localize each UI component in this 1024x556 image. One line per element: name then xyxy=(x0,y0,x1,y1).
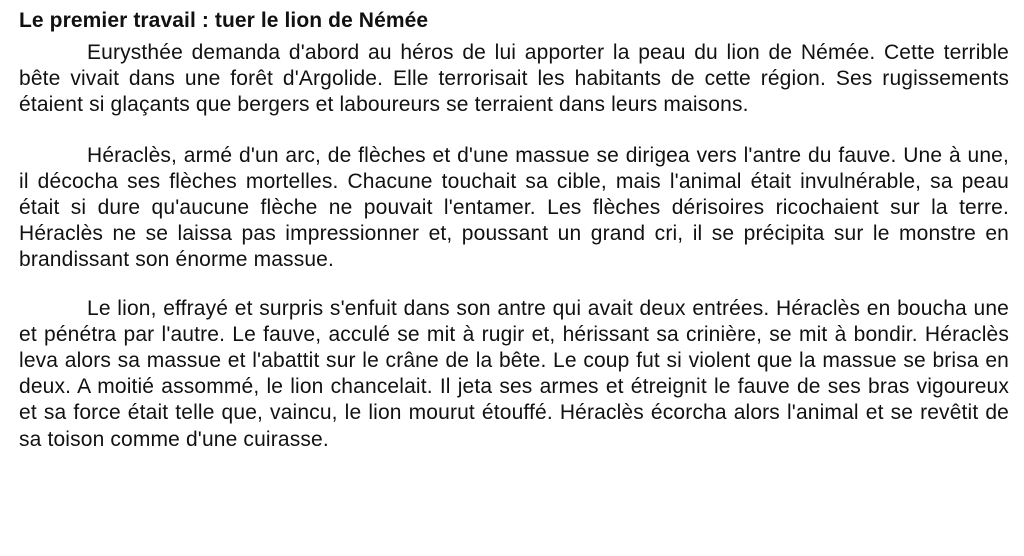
paragraph-1: Eurysthée demanda d'abord au héros de lui apporter la peau du lion de Némée. Cette terrible bête vivait dans une forêt d'Argolide. Elle terrorisait les habitants de cette région. Ses rugissements étaient si glaçants que bergers et laboureurs se terraient dans leurs maisons. xyxy=(19,41,1009,117)
paragraph-3: Le lion, effrayé et surpris s'enfuit dans son antre qui avait deux entrées. Héraclès en boucha une et pénétra par l'autre. Le fauve, acculé se mit à rugir et, hérissant sa crinière, se mit à bondir. Héraclès leva alors sa massue et l'abattit sur le crâne de la bête. Le coup fut si violent que la massue se brisa en deux. A moitié assommé, le lion chancelait. Il jeta ses armes et étreignit le fauve de ses bras vigoureux et sa force était telle que, vaincu, le lion mourut étouffé. Héraclès écorcha alors l'animal et se revêtit de sa toison comme d'une cuirasse. xyxy=(19,296,1009,451)
document-title: Le premier travail : tuer le lion de Némée xyxy=(19,9,429,32)
paragraph-2: Héraclès, armé d'un arc, de flèches et d'une massue se dirigea vers l'antre du fauve. Une à une, il décocha ses flèches mortelles. Chacune touchait sa cible, mais l'animal était invulnérable, sa peau était si dure qu'aucune flèche ne pouvait l'entamer. Les flèches dérisoires ricochaient sur la terre. Héraclès ne se laissa pas impressionner et, poussant un grand cri, il se précipita sur le monstre en brandissant son énorme massue. xyxy=(19,143,1009,272)
document-page xyxy=(19,6,1009,453)
